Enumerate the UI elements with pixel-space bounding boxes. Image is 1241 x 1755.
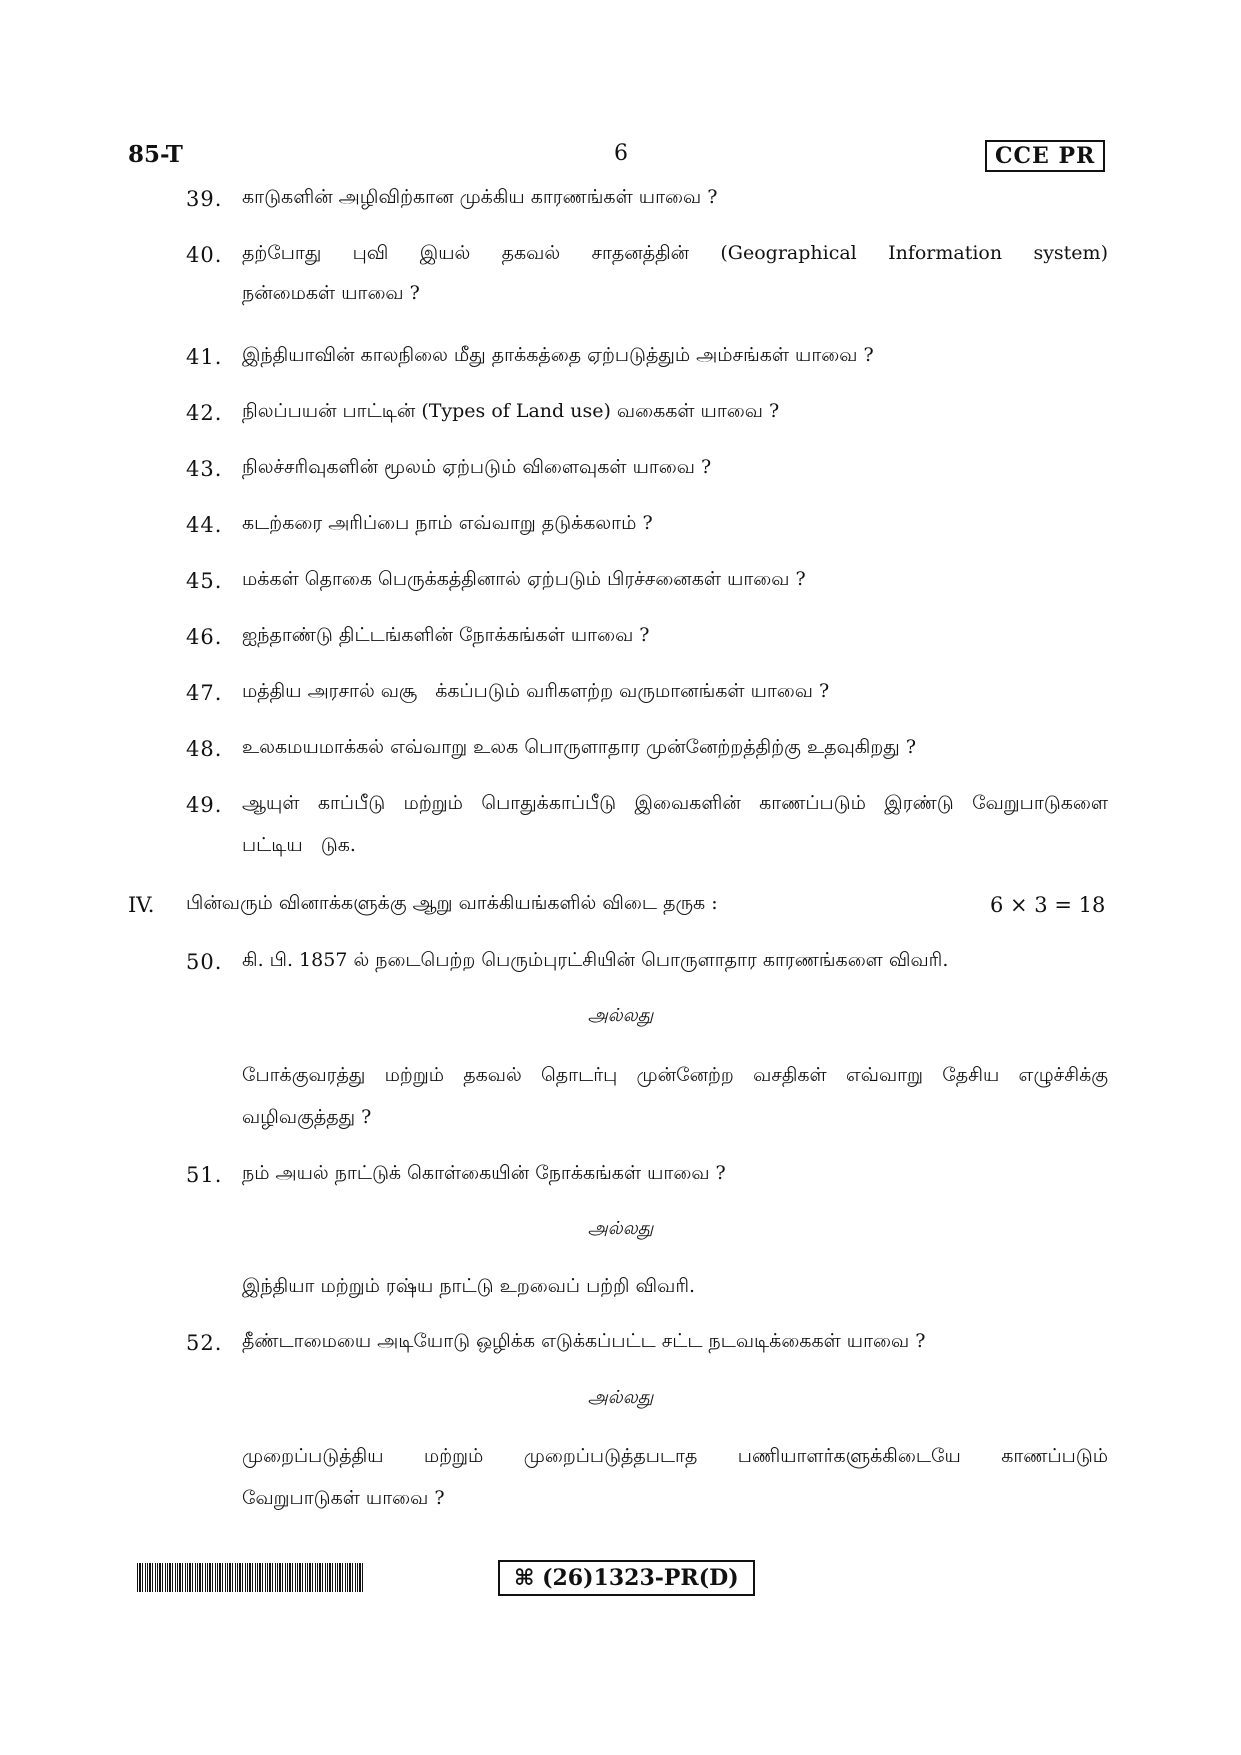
section-marks: 6 × 3 = 18 [990, 893, 1106, 917]
question-text: கடற்கரை அரிப்பை நாம் எவ்வாறு தடுக்கலாம் ? [242, 512, 653, 534]
exam-label-box: CCE PR [985, 140, 1105, 172]
question-number: 41. [186, 345, 223, 369]
question-number: 48. [186, 737, 223, 761]
question-43 [0, 457, 1241, 497]
question-46 [0, 625, 1241, 665]
question-number: 52. [186, 1331, 223, 1355]
paper-code: 85-T [128, 141, 183, 168]
or-label: அல்லது [587, 1387, 654, 1408]
question-number: 42. [186, 401, 223, 425]
question-39 [0, 187, 1241, 227]
question-text: காடுகளின் அழிவிற்கான முக்கிய காரணங்கள் யாவை ? [242, 186, 718, 208]
or-label: அல்லது [587, 1218, 654, 1239]
question-45 [0, 569, 1241, 609]
barcode [137, 1563, 365, 1592]
question-number: 39. [186, 187, 223, 211]
question-number: 43. [186, 457, 223, 481]
page-number: 6 [614, 141, 628, 166]
question-41 [0, 345, 1241, 385]
question-number: 49. [186, 793, 223, 817]
question-text: ஐந்தாண்டு திட்டங்களின் நோக்கங்கள் யாவை ? [242, 624, 650, 646]
question-number: 47. [186, 681, 223, 705]
question-51 [0, 1163, 1241, 1203]
question-52-alternative [0, 1445, 1241, 1509]
question-text-cont: நன்மைகள் யாவை ? [242, 282, 420, 304]
question-number: 40. [186, 243, 223, 267]
question-text-cont: பட்டிய டுக. [242, 834, 356, 856]
footer-code-box [498, 1560, 755, 1596]
question-50 [0, 950, 1241, 990]
alt-question-text: இந்தியா மற்றும் ரஷ்ய நாட்டு உறவைப் பற்றி விவரி. [242, 1275, 696, 1297]
alt-question-text-cont: வேறுபாடுகள் யாவை ? [242, 1487, 445, 1509]
question-text: ஆயுள் காப்பீடு மற்றும் பொதுக்காப்பீடு இவைகளின் காணப்படும் இரண்டு வேறுபாடுகளை [242, 792, 1108, 814]
question-text: நிலப்பயன் பாட்டின் (Types of Land use) வகைகள் யாவை ? [242, 400, 780, 422]
question-text: மத்திய அரசால் வசூ க்கப்படும் வரிகளற்ற வருமானங்கள் யாவை ? [242, 680, 830, 702]
command-symbol-icon: ⌘ [514, 1565, 535, 1591]
question-text: கி. பி. 1857 ல் நடைபெற்ற பெரும்புரட்சியின் பொருளாதார காரணங்களை விவரி. [242, 949, 949, 971]
question-text: நிலச்சரிவுகளின் மூலம் ஏற்படும் விளைவுகள் யாவை ? [242, 456, 712, 478]
question-text: தற்போது புவி இயல் தகவல் சாதனத்தின் (Geographical Information system) [242, 242, 1108, 264]
section-instruction: பின்வரும் வினாக்களுக்கு ஆறு வாக்கியங்களில் விடை தருக : [186, 892, 718, 914]
section-number: IV. [128, 893, 155, 917]
question-text: தீண்டாமையை அடியோடு ஒழிக்க எடுக்கப்பட்ட சட்ட நடவடிக்கைகள் யாவை ? [242, 1330, 926, 1352]
question-text: மக்கள் தொகை பெருக்கத்தினால் ஏற்படும் பிரச்சனைகள் யாவை ? [242, 568, 806, 590]
question-40 [0, 242, 1241, 304]
question-text: இந்தியாவின் காலநிலை மீது தாக்கத்தை ஏற்படுத்தும் அம்சங்கள் யாவை ? [242, 344, 874, 366]
question-50-alternative [0, 1064, 1241, 1128]
question-text: நம் அயல் நாட்டுக் கொள்கையின் நோக்கங்கள் யாவை ? [242, 1162, 726, 1184]
question-number: 46. [186, 625, 223, 649]
question-number: 51. [186, 1163, 223, 1187]
question-number: 50. [186, 950, 223, 974]
question-number: 44. [186, 513, 223, 537]
question-44 [0, 513, 1241, 553]
question-52 [0, 1331, 1241, 1371]
question-47 [0, 681, 1241, 721]
question-text: உலகமயமாக்கல் எவ்வாறு உலக பொருளாதார முன்னேற்றத்திற்கு உதவுகிறது ? [242, 736, 916, 758]
question-number: 45. [186, 569, 223, 593]
question-48 [0, 737, 1241, 777]
question-49 [0, 792, 1241, 856]
section-iv-header [0, 893, 1241, 933]
question-51-alternative [0, 1276, 1241, 1316]
footer-code: (26)1323-PR(D) [542, 1565, 739, 1591]
alt-question-text: போக்குவரத்து மற்றும் தகவல் தொடர்பு முன்னேற்ற வசதிகள் எவ்வாறு தேசிய எழுச்சிக்கு [242, 1064, 1108, 1086]
alt-question-text: முறைப்படுத்திய மற்றும் முறைப்படுத்தபடாத பணியாளர்களுக்கிடையே காணப்படும் [242, 1445, 1108, 1467]
or-label: அல்லது [587, 1005, 654, 1026]
alt-question-text-cont: வழிவகுத்தது ? [242, 1106, 372, 1128]
question-42 [0, 401, 1241, 441]
